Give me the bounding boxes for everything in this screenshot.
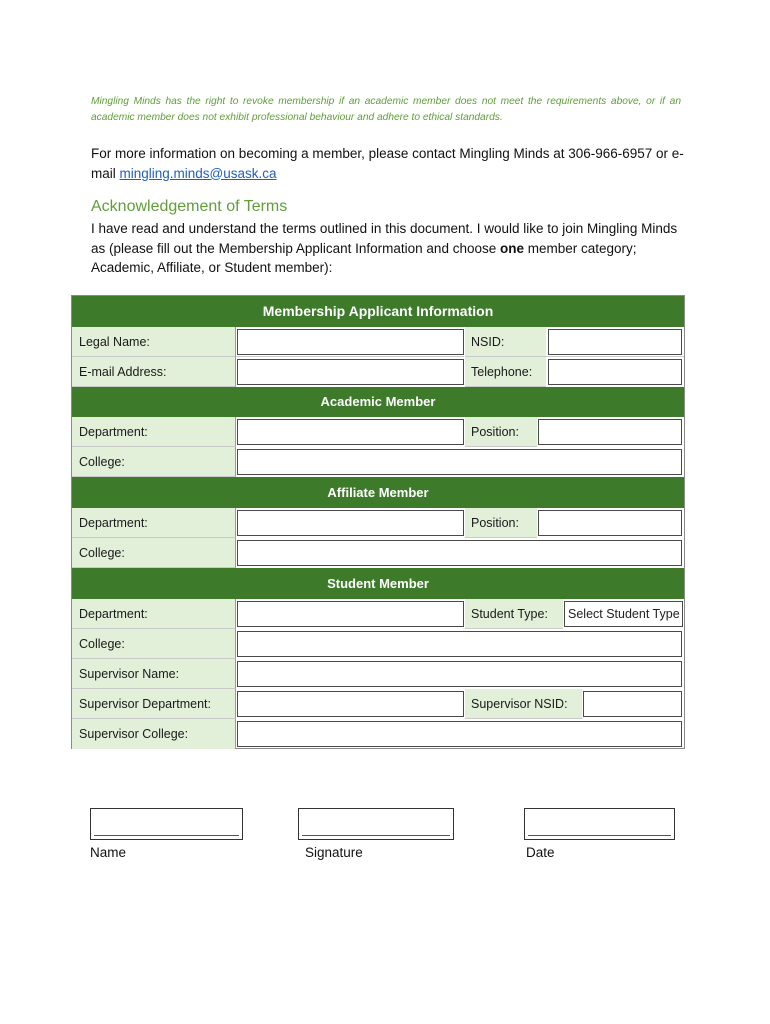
signature-field[interactable] [298,808,454,840]
academic-member-header: Academic Member [72,387,684,417]
nsid-input[interactable] [548,329,682,355]
student-college-label: College: [72,629,236,659]
date-label: Date [526,845,555,860]
email-input[interactable] [237,359,464,385]
acknowledgement-text [91,219,681,278]
signature-label: Signature [305,845,363,860]
affiliate-member-header: Affiliate Member [72,477,684,508]
student-department-input[interactable] [237,601,464,627]
student-member-header: Student Member [72,568,684,599]
supervisor-nsid-input[interactable] [583,691,682,717]
affiliate-department-label: Department: [72,508,236,538]
signature-underline [302,835,450,836]
academic-department-input[interactable] [237,419,464,445]
student-type-select[interactable]: Select Student Type [564,601,683,627]
ack-text-after: member category; Academic, Affiliate, or Student member): [91,240,637,275]
legal-name-input[interactable] [237,329,464,355]
affiliate-position-input[interactable] [538,510,682,536]
supervisor-name-label: Supervisor Name: [72,659,236,689]
email-link[interactable]: mingling.minds@usask.ca [119,165,277,181]
ack-text-before: I have read and understand the terms outlined in this document. I would like to join Mingling Minds as (please fill out the Membership Applicant Information and choose [91,221,678,256]
student-college-input[interactable] [237,631,682,657]
date-underline [528,835,671,836]
name-underline [94,835,239,836]
affiliate-college-input[interactable] [237,540,682,566]
contact-info [91,144,691,183]
date-field[interactable] [524,808,675,840]
legal-name-label: Legal Name: [72,327,236,357]
revocation-notice: Mingling Minds has the right to revoke membership if an academic member does not meet the requirements above, or if an academic member does not exhibit professional behaviour and adhere to ethical standards. [91,96,681,123]
affiliate-college-label: College: [72,538,236,568]
student-type-label: Student Type: [465,599,563,629]
supervisor-college-label: Supervisor College: [72,719,236,749]
academic-position-label: Position: [465,417,537,447]
telephone-input[interactable] [548,359,682,385]
form-title: Membership Applicant Information [72,296,684,327]
acknowledgement-heading: Acknowledgement of Terms [91,198,288,215]
academic-department-label: Department: [72,417,236,447]
academic-college-input[interactable] [237,449,682,475]
supervisor-college-input[interactable] [237,721,682,747]
supervisor-department-label: Supervisor Department: [72,689,236,719]
academic-college-label: College: [72,447,236,477]
telephone-label: Telephone: [465,357,546,387]
affiliate-position-label: Position: [465,508,537,538]
academic-position-input[interactable] [538,419,682,445]
supervisor-nsid-label: Supervisor NSID: [465,689,582,719]
ack-bold-word: one [499,240,524,256]
student-department-label: Department: [72,599,236,629]
contact-text: For more information on becoming a member, please contact Mingling Minds at 306-966-6957 or e-mail [91,146,684,181]
email-label: E-mail Address: [72,357,236,387]
membership-form [71,295,685,749]
nsid-label: NSID: [465,327,546,357]
affiliate-department-input[interactable] [237,510,464,536]
supervisor-department-input[interactable] [237,691,464,717]
name-label: Name [90,845,127,860]
name-signature-field[interactable] [90,808,243,840]
supervisor-name-input[interactable] [237,661,682,687]
